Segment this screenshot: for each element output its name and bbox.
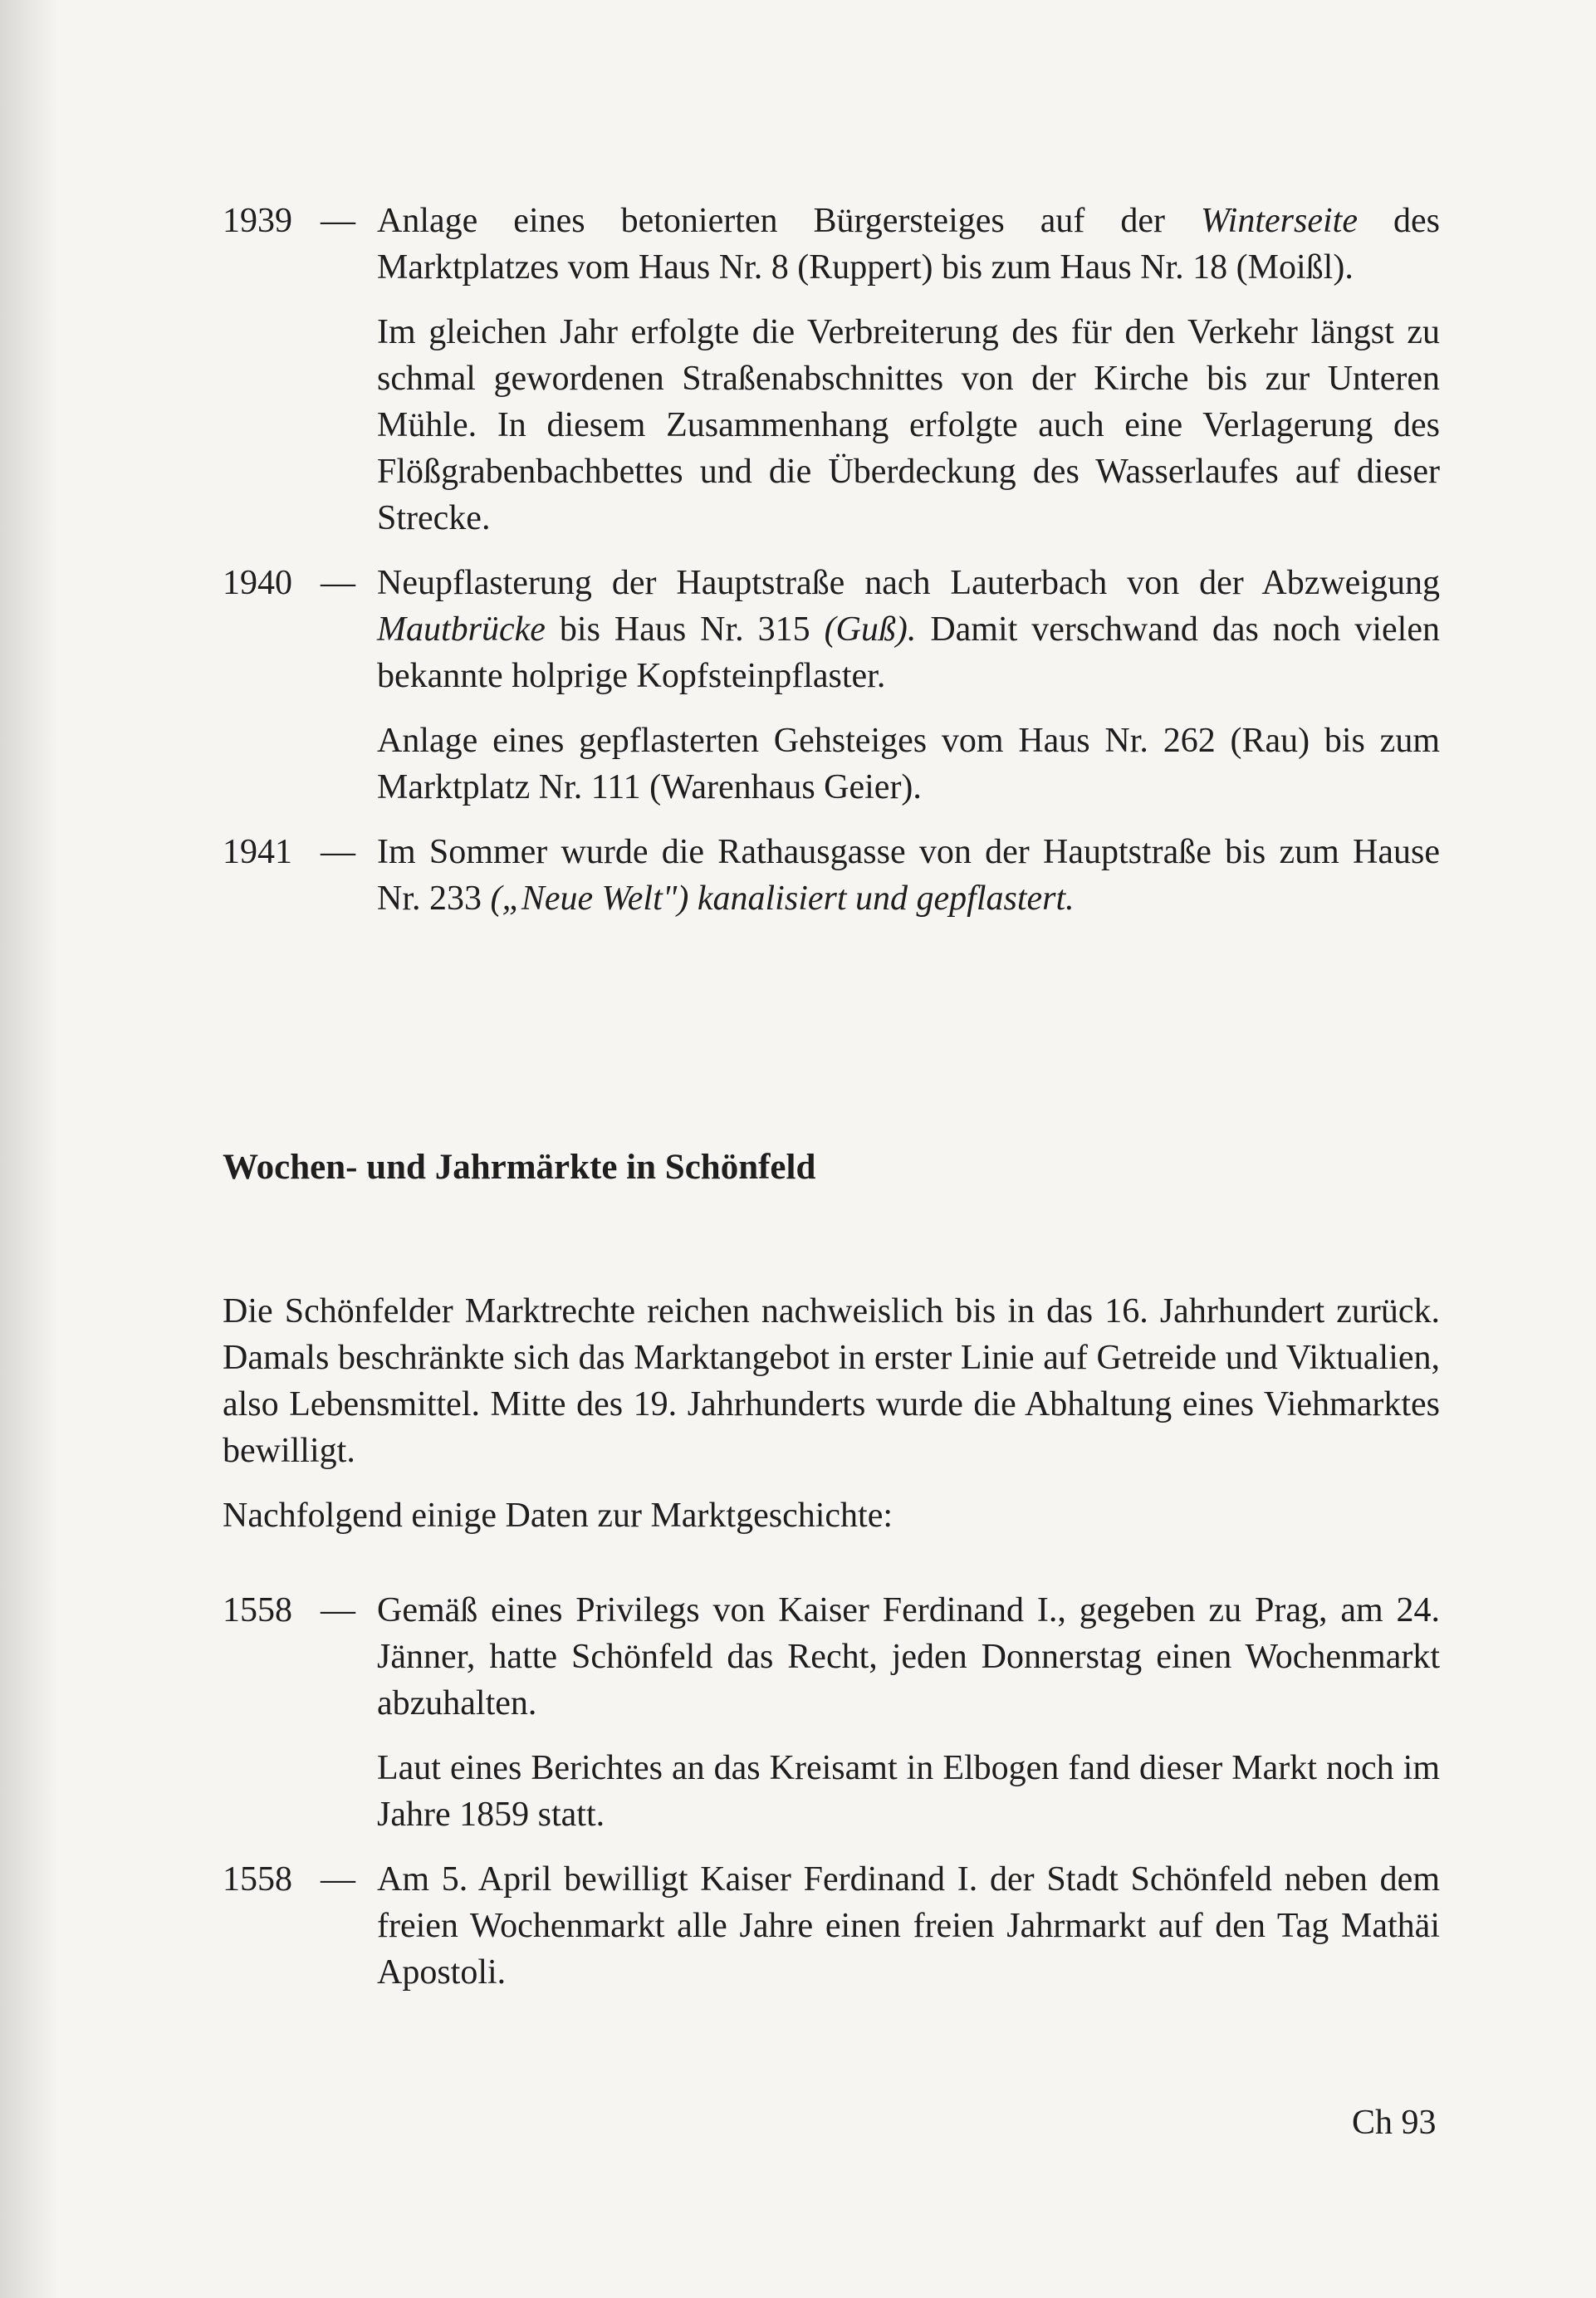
entry-year (223, 1856, 355, 1903)
text-segment: Im gleichen Jahr erfolgte die Verbreiterung des für den Verkehr längst zu schmal gewordenen Straßenabschnittes von der Kirche bis zur Unteren Mühle. In diesem Zusammenhang erfolgte auch eine Verlagerung des Flößgrabenbachbettes und die Überdeckung des Wasserlaufes auf dieser Strecke. (377, 313, 1440, 537)
entry-paragraph (377, 560, 1440, 699)
entry-dash: — (321, 1860, 355, 1899)
chronology-entry (223, 1856, 1440, 1996)
chronology-entry (223, 198, 1440, 541)
entry-dash: — (321, 202, 355, 240)
section-spacer (223, 940, 1440, 1144)
text-segment: bis Haus Nr. 315 (545, 610, 825, 649)
text-segment: Neupflasterung der Hauptstraße nach Lauterbach von der Abzweigung (377, 564, 1440, 602)
text-segment: Winterseite (1201, 202, 1358, 240)
page-content (223, 198, 1440, 2014)
list-spacer (223, 1557, 1440, 1587)
entry-paragraph (377, 198, 1440, 291)
intro-paragraph-1: Die Schönfelder Marktrechte reichen nachweislich bis in das 16. Jahrhundert zurück. Damals beschränkte sich das Marktangebot in erster Linie auf Getreide und Viktualien, also Lebensmittel. Mitte des 19. Jahrhunderts wurde die Abhaltung eines Viehmarktes bewilligt. (223, 1292, 1440, 1470)
entry-dash: — (321, 833, 355, 871)
entry-year-number: 1940 (223, 564, 292, 602)
page-number: Ch 93 (1352, 2104, 1437, 2142)
entry-year-number: 1558 (223, 1860, 292, 1899)
intro-paragraph-2: Nachfolgend einige Daten zur Marktgeschichte: (223, 1497, 893, 1535)
entry-paragraph (377, 309, 1440, 541)
page-edge-shadow (0, 0, 58, 2298)
entry-paragraph (377, 1856, 1440, 1996)
entry-year (223, 560, 355, 606)
entry-paragraph (377, 718, 1440, 811)
chronology-entry (223, 829, 1440, 922)
entry-year (223, 1587, 355, 1634)
text-segment: (Guß). (824, 610, 917, 649)
text-segment: Damit verschwand das noch vielen bekannte holprige Kopfsteinpflaster. (377, 610, 1440, 695)
entry-year-number: 1558 (223, 1591, 292, 1629)
entry-dash: — (321, 564, 355, 602)
text-segment: Anlage eines gepflasterten Gehsteiges vom Haus Nr. 262 (Rau) bis zum Marktplatz Nr. 111 (Warenhaus Geier). (377, 722, 1440, 806)
text-segment: Anlage eines betonierten Bürgersteiges auf der (377, 202, 1202, 240)
chronology-entry (223, 560, 1440, 811)
text-segment: Am 5. April bewilligt Kaiser Ferdinand I. der Stadt Schönfeld neben dem freien Wochenmarkt alle Jahre einen freien Jahrmarkt auf den Tag Mathäi Apostoli. (377, 1860, 1440, 1992)
section-heading: Wochen- und Jahrmärkte in Schönfeld (223, 1148, 816, 1187)
text-segment: Laut eines Berichtes an das Kreisamt in Elbogen fand dieser Markt noch im Jahre 1859 statt. (377, 1749, 1440, 1834)
text-segment: Im Sommer wurde die Rathausgasse von der Hauptstraße bis zum Hause Nr. 233 (377, 833, 1440, 918)
entry-year-number: 1941 (223, 833, 292, 871)
entry-year (223, 198, 355, 244)
entry-dash: — (321, 1591, 355, 1629)
text-segment: Gemäß eines Privilegs von Kaiser Ferdinand I., gegeben zu Prag, am 24. Jänner, hatte Schönfeld das Recht, jeden Donnerstag einen Wochenmarkt abzuhalten. (377, 1591, 1440, 1722)
entry-paragraph (377, 1745, 1440, 1838)
text-segment: Mautbrücke (377, 610, 546, 649)
chronology-entry (223, 1587, 1440, 1838)
entry-paragraph (377, 829, 1440, 922)
text-segment: des Marktplatzes vom Haus Nr. 8 (Ruppert) bis zum Haus Nr. 18 (Moißl). (377, 202, 1440, 287)
entry-paragraph (377, 1587, 1440, 1727)
chronology-entries-1558 (223, 1587, 1440, 1996)
entry-year-number: 1939 (223, 202, 292, 240)
text-segment: („Neue Welt") kanalisiert und gepflastert. (490, 880, 1075, 918)
entry-year (223, 829, 355, 875)
chronology-entries-1939-1941 (223, 198, 1440, 922)
